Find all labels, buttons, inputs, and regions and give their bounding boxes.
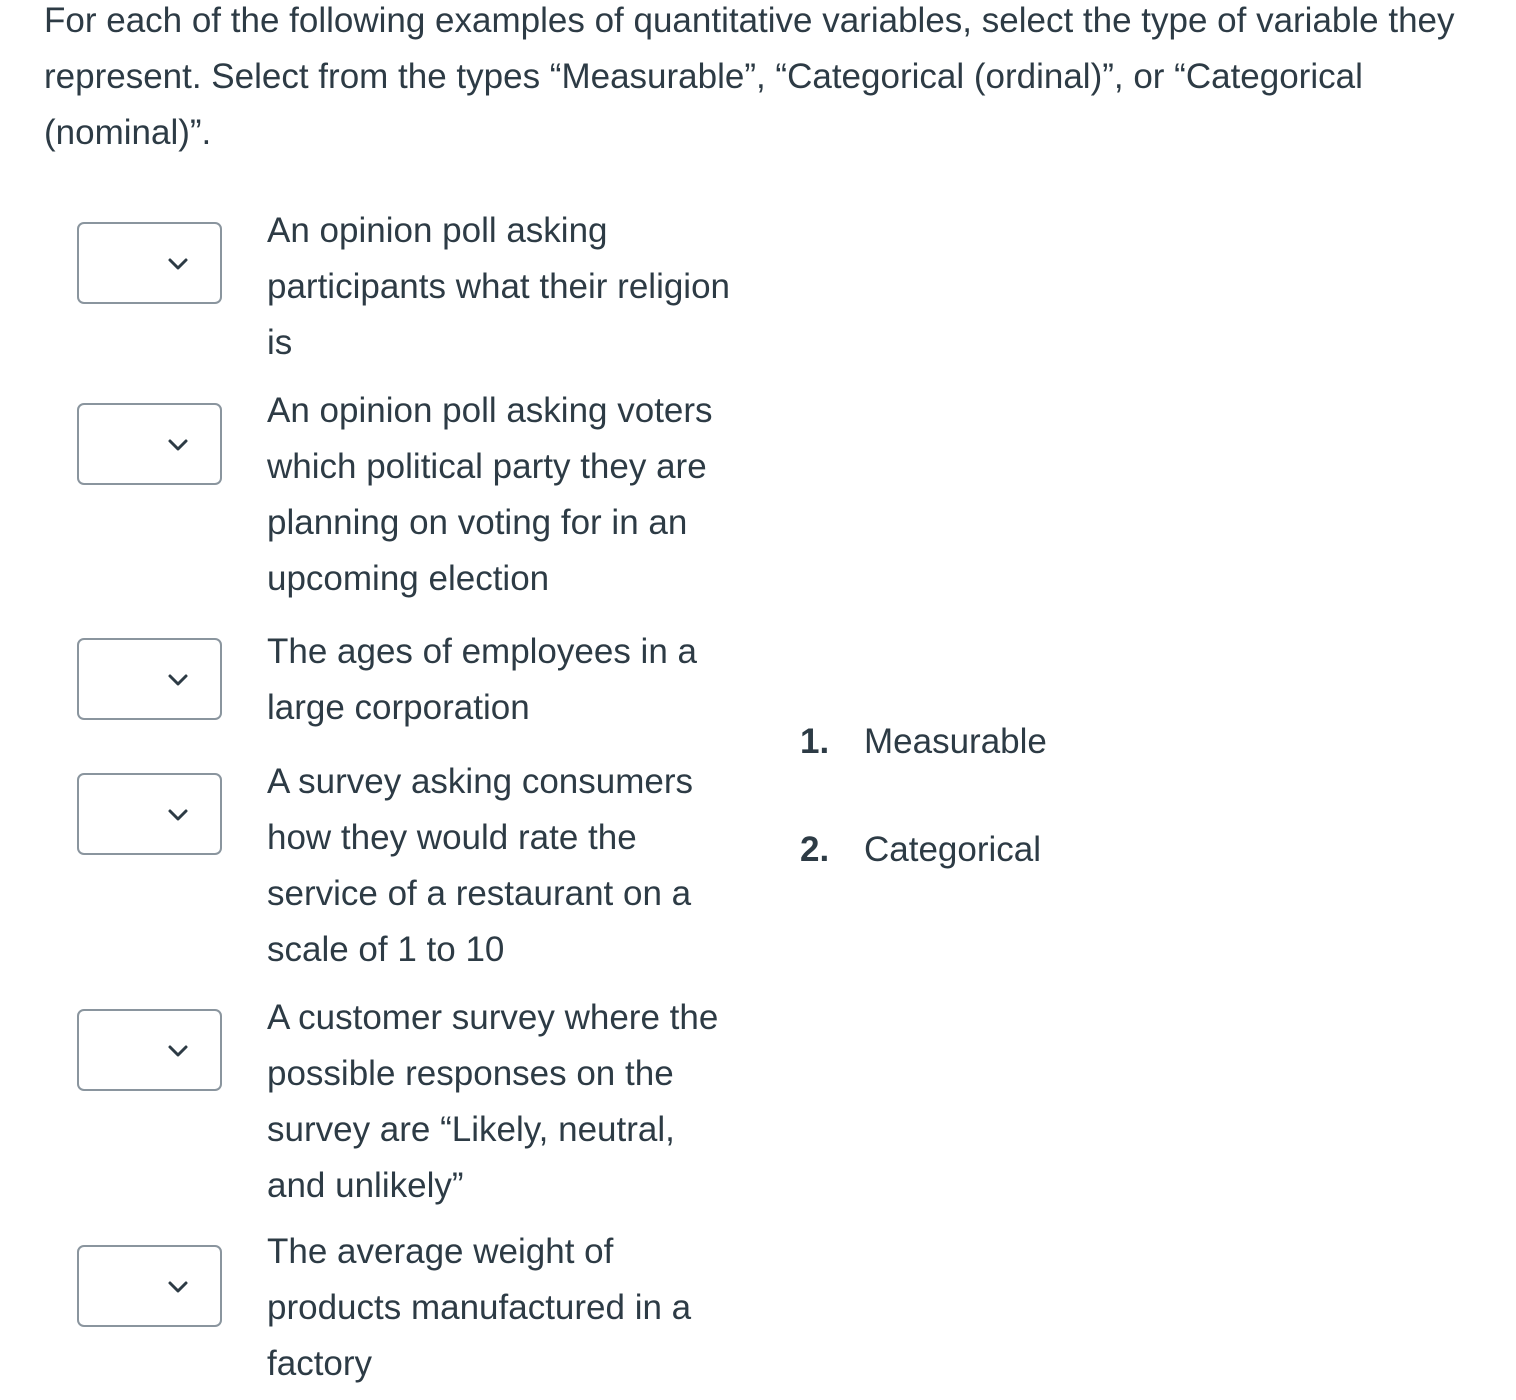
answer-number: 2. xyxy=(800,830,830,869)
chevron-down-icon xyxy=(167,253,189,275)
answer-option xyxy=(800,820,1041,880)
answer-select[interactable] xyxy=(77,1245,222,1327)
question-text: An opinion poll asking participants what their religion is xyxy=(267,211,731,362)
question-text: The average weight of products manufactured in a factory xyxy=(267,1232,692,1383)
question-text: A survey asking consumers how they would rate the service of a restaurant on a scale of 1 to 10 xyxy=(267,762,694,969)
chevron-down-icon xyxy=(167,669,189,691)
answer-label: Measurable xyxy=(864,722,1047,761)
chevron-down-icon xyxy=(167,1040,189,1062)
chevron-down-icon xyxy=(167,804,189,826)
chevron-down-icon xyxy=(167,434,189,456)
question-text: A customer survey where the possible responses on the survey are “Likely, neutral, and unlikely” xyxy=(267,998,719,1205)
answer-select[interactable] xyxy=(77,222,222,304)
answer-select[interactable] xyxy=(77,1009,222,1091)
answer-label: Categorical xyxy=(864,830,1042,869)
answer-option xyxy=(800,712,1047,772)
question-text: The ages of employees in a large corporation xyxy=(267,632,697,727)
answer-select[interactable] xyxy=(77,638,222,720)
instructions: For each of the following examples of quantitative variables, select the type of variable they represent. Select from the types “Measurable”, “Categorical (ordinal)”, or “Categorical (nominal)”. xyxy=(44,1,1455,152)
chevron-down-icon xyxy=(167,1276,189,1298)
answer-select[interactable] xyxy=(77,403,222,485)
answer-number: 1. xyxy=(800,722,830,761)
answer-select[interactable] xyxy=(77,773,222,855)
question-text: An opinion poll asking voters which political party they are planning on voting for in an upcoming election xyxy=(267,391,713,598)
